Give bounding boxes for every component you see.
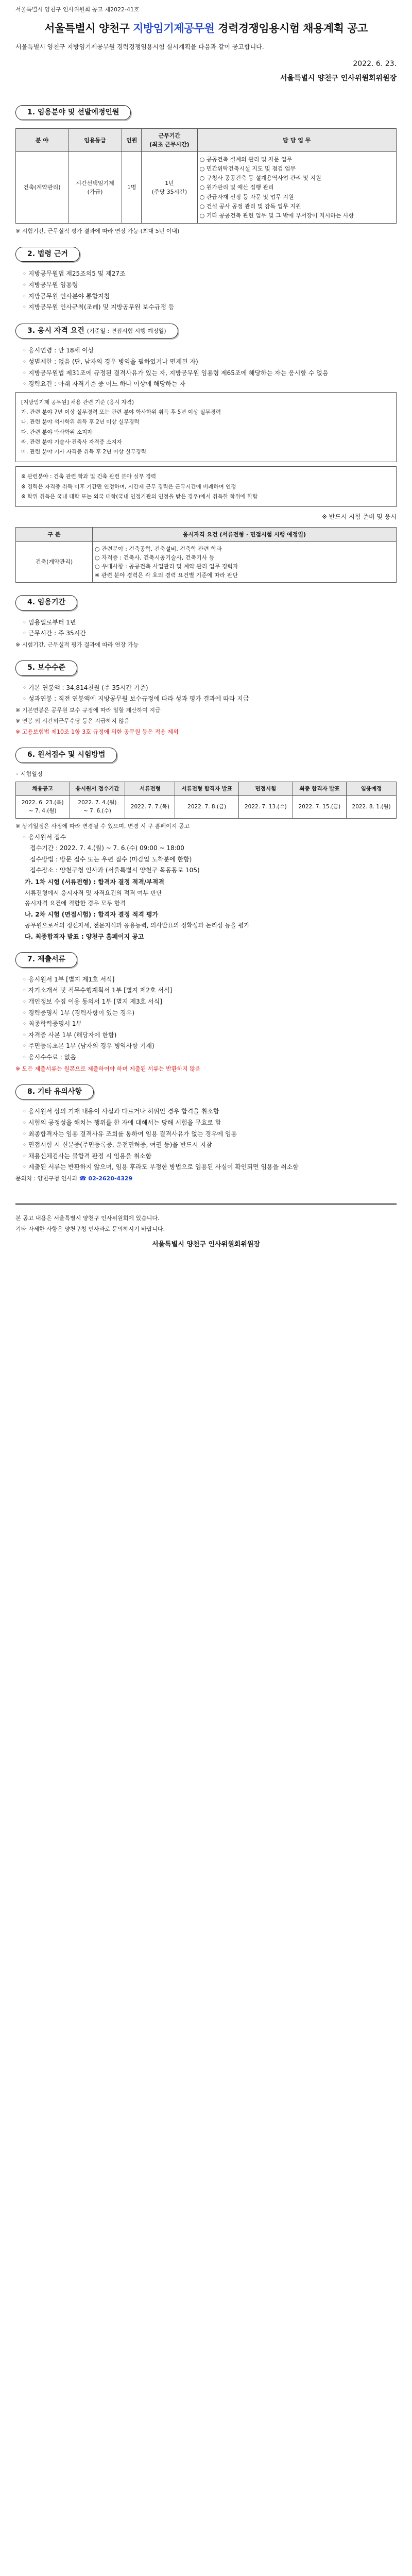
schedule-cell: 2022. 8. 1.(월) [347,796,397,819]
col-duties: 담 당 업 무 [197,129,396,152]
contact-phone[interactable]: ☎ 02-2620-4329 [79,1175,133,1182]
col-schedule: 응시원서 접수기간 [70,782,125,795]
qualification-notes-row [15,512,397,522]
section-6-heading: 6. 원서접수 및 시험방법 [15,748,117,763]
cell-duties [197,152,396,223]
footer-line: 본 공고 내용은 서울특별시 양천구 인사위원회에 있습니다. [15,1214,160,1222]
list-item: ◦ 지방공무원 임용령 [23,280,397,290]
documents-list [15,975,397,1062]
title-suffix: 경력경쟁임용시험 채용계획 공고 [214,22,368,35]
duty-item: ○ 구청사 공공건축 등 설계용역사업 관리 및 지원 [199,175,321,182]
list-item: ◦ 응시수수료 : 없음 [23,1053,397,1062]
qualification-table [15,527,397,583]
documents-red-note: ※ 모든 제출서류는 원본으로 제출하여야 하며 제출된 서류는 반환하지 않음 [15,1065,201,1072]
list-item: ◦ 경력증명서 1부 (경력사항이 있는 경우) [23,1008,397,1018]
list-item: ◦ 최종학력증명서 1부 [23,1019,397,1029]
footer [15,1204,397,1250]
list-item: ◦ 지방공무원법 제25조의5 및 제27조 [23,269,397,279]
exam-step: 나. 2차 시험 (면접시험) : 합격자 결정 적격 평가 [25,911,159,919]
cell-grade: 시간선택임기제 (가급) [68,152,122,223]
schedule-cell: 2022. 7. 8.(금) [175,796,239,819]
schedule-cell: 2022. 6. 23.(목) ~ 7. 4.(월) [16,796,70,819]
box-line: [지방임기제 공무원] 채용 관련 기준 (응시 자격) [21,399,134,405]
list-item: ◦ 경력요건 : 아래 자격기준 중 어느 하나 이상에 해당하는 자 [23,379,397,389]
section-3-subtitle: (기준일 : 면접시험 시행 예정일) [87,327,166,334]
list-item: ◦ 자격증 사본 1부 (해당자에 한함) [23,1030,397,1040]
schedule-cell: 2022. 7. 15.(금) [293,796,347,819]
qualification-list [15,346,397,388]
salary-list [15,683,397,704]
list-item: ◦ 응시원서 상의 기재 내용이 사실과 다르거나 허위인 경우 합격을 취소함 [23,1107,397,1116]
exam-detail: 공무원으로서의 정신자세, 전문지식과 응용능력, 의사발표의 정확성과 논리성 등을 평가 [25,921,250,929]
box-line: ※ 관련분야 : 건축 관련 학과 및 건축 관련 분야 실무 경력 [21,473,157,480]
col-field: 분 야 [16,129,68,152]
notice-number: 서울특별시 양천구 인사위원회 공고 제2022-41호 [15,6,140,13]
list-item: ◦ 채용신체검사는 불합격 판정 시 임용을 취소함 [23,1151,397,1161]
col-grade: 임용등급 [68,129,122,152]
section-3-title: 3. 응시 자격 요건 [27,326,84,335]
col-period: 근무기간 (최초 근무시간) [142,129,197,152]
schedule-label-text: 시험일정 [21,770,43,777]
qualification-box-2 [15,466,397,507]
list-item: ◦ 기본 연봉액 : 34,814천원 (주 35시간 기준) [23,683,397,693]
col-count: 인원 [122,129,142,152]
title-prefix: 서울특별시 양천구 [44,22,133,35]
list-item: 접수기간 : 2022. 7. 4.(월) ~ 7. 6.(수) 09:00 ~ 18:00 [30,844,184,852]
list-item: ◦ 성과연봉 : 직전 연봉액에 지방공무원 보수규정에 따라 성과 평가 결과에 따라 지급 [23,694,397,704]
section-1-heading: 1. 임용분야 및 선발예정인원 [15,105,131,121]
list-item: ◦ 자기소개서 및 직무수행계획서 1부 [별지 제2호 서식] [23,986,397,995]
salary-note: ※ 연봉 외 시간외근무수당 등은 지급하지 않음 [15,717,130,724]
exam-steps [15,877,397,941]
list-item: ◦ 시험의 공정성을 해치는 행위를 한 자에 대해서는 당해 시험을 무효로 함 [23,1118,397,1128]
box-line: 라. 관련 분야 기술사·건축사 자격증 소지자 [21,438,122,445]
title-highlight: 지방임기제공무원 [133,22,215,35]
col-schedule: 채용공고 [16,782,70,795]
col-requirements: 응시자격 요건 (서류전형 · 면접시험 시행 예정일) [93,527,397,541]
list-item: ◦ 성별제한 : 없음 (단, 남자의 경우 병역을 필하였거나 면제된 자) [23,357,397,367]
col-schedule: 임용예정 [347,782,397,795]
list-item: ◦ 지방공무원 인사분야 통합지침 [23,292,397,301]
list-item: ◦ 면접시험 시 신분증(주민등록증, 운전면허증, 여권 등)을 반드시 지참 [23,1140,397,1150]
cell-count: 1명 [122,152,142,223]
contact-label: 문의처 : 양천구청 인사과 [15,1175,78,1182]
duty-item: ○ 공공건축 설계의 관리 및 자문 업무 [199,156,292,163]
footer-sign: 서울특별시 양천구 인사위원회위원장 [152,1241,260,1249]
duty-item: ○ 기타 공공건축 관련 업무 및 그 밖에 부서장이 지시하는 사항 [199,212,354,219]
section-3-heading [15,324,178,339]
exam-step: 가. 1차 시험 (서류전형) : 합격자 결정 적격/부적격 [25,878,164,886]
application-list [15,833,397,875]
box-line: 다. 관련 분야 박사학위 소지자 [21,429,93,435]
list-item: ◦ 지방공무원 인사규칙(조례) 및 지방공무원 보수규정 등 [23,302,397,312]
cell-period: 1년 (주당 35시간) [142,152,197,223]
section-7-heading: 7. 제출서류 [15,952,77,968]
list-item: ◦ 제출된 서류는 반환하지 않으며, 임용 후라도 부정한 방법으로 임용된 사실이 확인되면 임용을 취소함 [23,1162,397,1172]
right-note: ※ 반드시 시험 준비 및 응시 [321,513,397,521]
box-line: ※ 학위 취득은 국내 대학 또는 외국 대학(국내 인정기관의 인정을 받은 경우)에서 취득한 학위에 한함 [21,493,258,500]
qualification-box [15,392,397,463]
list-item: ◦ 응시원서 1부 [별지 제1호 서식] [23,975,397,985]
list-item: ◦ 근무시간 : 주 35시간 [23,629,397,638]
list-item: ◦ 임용일로부터 1년 [23,618,397,628]
list-item: ◦ 지방공무원법 제31조에 규정된 결격사유가 있는 자, 지방공무원 임용령 제65조에 해당하는 자는 응시할 수 없음 [23,368,397,378]
duty-item: ○ 민간위탁건축시설 지도 및 점검 업무 [199,165,296,173]
notice-date: 2022. 6. 23. [353,60,397,69]
schedule-cell: 2022. 7. 7.(목) [125,796,175,819]
box-line: ※ 경력은 자격증 취득 이후 기간만 인정하며, 시간제 근무 경력은 근무시간에 비례하여 인정 [21,483,236,490]
salary-red-note: ※ 고용보험법 제10조 1항 3호 규정에 의한 공무원 등은 적용 제외 [15,728,179,735]
schedule-cell: 2022. 7. 13.(수) [239,796,293,819]
section-4-note: ※ 시험기간, 근무실적 평가 결과에 따라 연장 가능 [15,641,139,648]
list-item: ◦ 응시원서 접수 [23,833,397,842]
caution-list [15,1107,397,1172]
salary-note: ※ 기본연봉은 공무원 보수 규정에 따라 일할 계산하여 지급 [15,706,161,714]
law-list [15,269,397,312]
table-row [16,152,397,223]
section-5-heading: 5. 보수수준 [15,660,77,676]
exam-detail: 응시자격 요건에 적합한 경우 모두 합격 [25,900,126,907]
section-2-heading: 2. 법령 근거 [15,247,80,262]
list-item: ◦ 개인정보 수집 이용 동의서 1부 [별지 제3호 서식] [23,997,397,1007]
schedule-table [15,782,397,819]
box-line: 마. 관련 분야 기사 자격증 취득 후 2년 이상 실무경력 [21,449,146,455]
schedule-note: ※ 상기일정은 사정에 따라 변경될 수 있으며, 변경 시 구 홈페이지 공고 [15,822,190,829]
intro-text: 서울특별시 양천구 지방임기제공무원 경력경쟁임용시험 실시계획을 다음과 같이 공고합니다. [15,43,264,50]
contact-line [15,1174,397,1183]
duty-item: ○ 원가관리 및 예산 집행 관리 [199,184,274,191]
duty-item: ○ 관급자재 선정 등 자문 및 업무 지원 [199,193,294,200]
issuer-name: 서울특별시 양천구 인사위원회위원장 [280,74,397,82]
schedule-cell: 2022. 7. 4.(월) ~ 7. 6.(수) [70,796,125,819]
recruitment-table [15,128,397,223]
table-row [16,796,397,819]
list-item: ◦ 최종합격자는 임용 결격사유 조회를 통하여 임용 결격사유가 없는 경우에 임용 [23,1129,397,1139]
section-1-note: ※ 시험기간, 근무실적 평가 결과에 따라 연장 가능 (최대 5년 이내) [15,227,180,234]
cell-field: 건축(계약관리) [16,541,93,582]
footer-line: 기타 자세한 사항은 양천구청 인사과로 문의하시기 바랍니다. [15,1226,165,1232]
page-title [15,20,397,37]
duty-item: ○ 건설 공사 공정 관리 및 감독 업무 지원 [199,202,301,210]
cell-field: 건축(계약관리) [16,152,68,223]
table-row [16,541,397,582]
col-schedule: 서류전형 합격자 발표 [175,782,239,795]
section-8-heading: 8. 기타 유의사항 [15,1084,94,1100]
col-schedule: 최종 합격자 발표 [293,782,347,795]
list-item: 접수장소 : 양천구청 인사과 (서울특별시 양천구 목동동로 105) [30,867,200,874]
col-schedule: 면접시험 [239,782,293,795]
section-4-heading: 4. 임용기간 [15,595,77,611]
period-list [15,618,397,638]
col-schedule: 서류전형 [125,782,175,795]
col-category: 구 분 [16,527,93,541]
box-line: 가. 관련 분야 7년 이상 실무경력 또는 관련 분야 학사학위 취득 후 5년 이상 실무경력 [21,409,221,416]
exam-detail: 서류전형에서 응시자격 및 자격요건의 적격 여부 판단 [25,889,162,896]
list-item: ◦ 응시연령 : 만 18세 이상 [23,346,397,355]
list-item: 접수방법 : 방문 접수 또는 우편 접수 (마감일 도착분에 한함) [30,855,192,863]
schedule-label: ◦ 시험일정 [15,770,43,777]
box-line: 나. 관련 분야 석사학위 취득 후 2년 이상 실무경력 [21,419,140,426]
exam-step: 다. 최종합격자 발표 : 양천구 홈페이지 공고 [25,933,144,940]
cell-detail: ○ 관련분야 : 건축공학, 건축설비, 건축학 관련 학과 ○ 자격증 : 건축사, 건축시공기술사, 건축기사 등 ○ 우대사항 : 공공건축 사업관리 및 계약 관리 업무 경력자 ※ 관련 분야 경력은 각 호의 경력 요건별 기준에 따라 판단 [93,541,397,582]
list-item: ◦ 주민등록초본 1부 (남자의 경우 병역사항 기재) [23,1041,397,1051]
